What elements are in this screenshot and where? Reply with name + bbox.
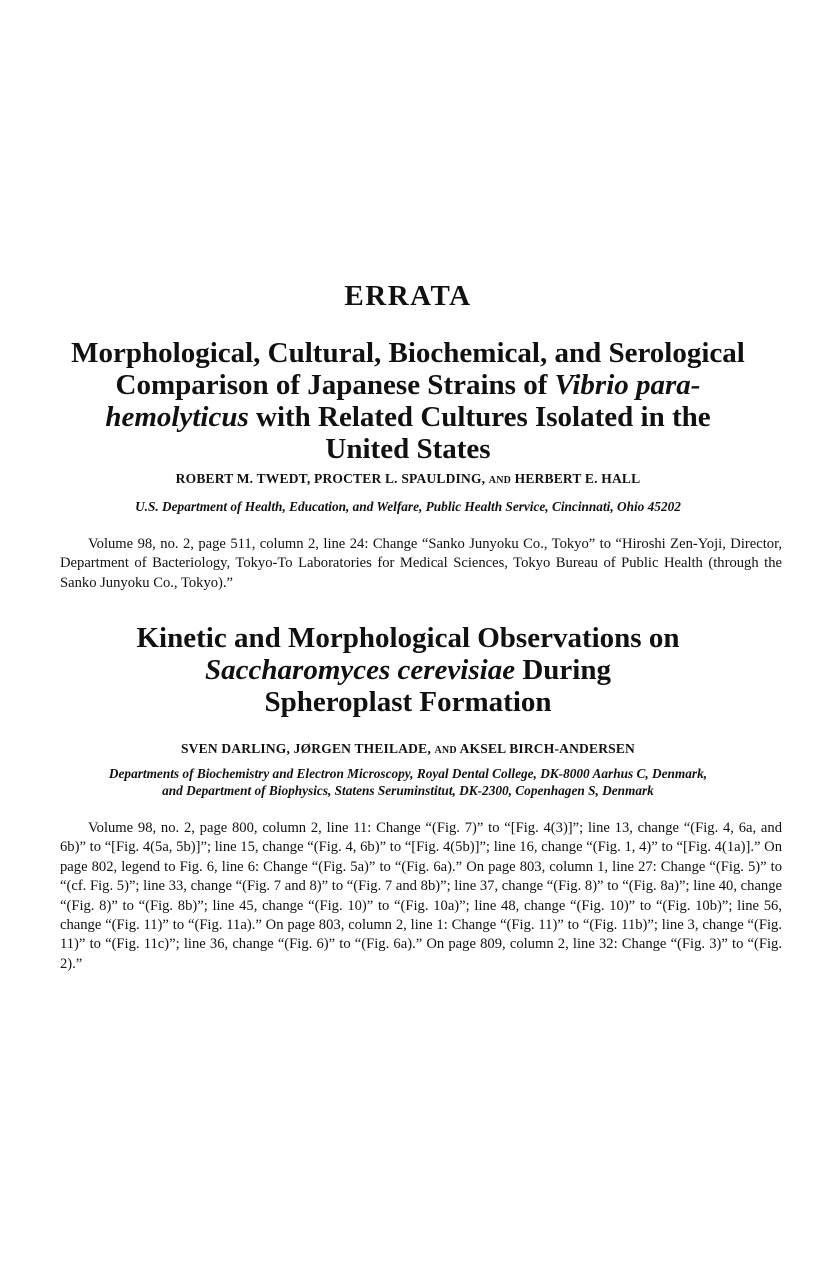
article-authors [0, 741, 816, 757]
errata-heading: ERRATA [344, 280, 472, 312]
article-affiliation [50, 765, 766, 799]
title-line: Comparison of Japanese Strains of Vibrio para- [115, 369, 701, 401]
article-title [40, 622, 776, 718]
authors-names: SVEN DARLING, JØRGEN THEILADE, [180, 741, 431, 756]
title-line: Morphological, Cultural, Biochemical, and Serological [71, 337, 745, 369]
title-line: hemolyticus with Related Cultures Isolated in the [105, 401, 711, 433]
authors-and: AND [488, 475, 512, 486]
article-authors [0, 471, 816, 487]
title-line: Kinetic and Morphological Observations on [136, 622, 680, 654]
article-correction-text: Volume 98, no. 2, page 800, column 2, line 11: Change “(Fig. 7)” to “[Fig. 4(3)]”; line 13, change “(Fig. 4, 6a, and 6b)” to “[Fig. 4(5a, 5b)]”; line 15, change “(Fig. 4, 6b)” to “[Fig. 4(5b)]”; line 16, change “(Fig. 1, 4)” to “[Fig. 4(1a)].” On page 802, legend to Fig. 6, line 6: Change “(Fig. 5a)” to “(Fig. 6a).” On page 803, column 1, line 27: Change “(Fig. 5)” to “(cf. Fig. 5)”; line 33, change “(Fig. 7 and 8)” to “(Fig. 7 and 8b)”; line 37, change “(Fig. 8)” to “(Fig. 8a)”; line 40, change “(Fig. 8)” to “(Fig. 8b)”; line 45, change “(Fig. 10)” to “(Fig. 10a)”; line 48, change “(Fig. 10)” to “(Fig. 10b)”; line 56, change “(Fig. 11)” to “(Fig. 11a).” On page 803, column 2, line 1: Change “(Fig. 11)” to “(Fig. 11b)”; line 3, change “(Fig. 11)” to “(Fig. 11c)”; line 36, change “(Fig. 6)” to “(Fig. 6a).” On page 809, column 2, line 32: Change “(Fig. 3)” to “(Fig. 2).” [60, 820, 782, 972]
affiliation-line: Departments of Biochemistry and Electron Microscopy, Royal Dental College, DK-8000 Aarhus C, Denmark, [108, 766, 708, 781]
article-correction-text: Volume 98, no. 2, page 511, column 2, line 24: Change “Sanko Junyoku Co., Tokyo” to “Hiroshi Zen-Yoji, Director, Department of Bacteriology, Tokyo-To Laboratories for Medical Sciences, Tokyo Bureau of Public Health (through the Sanko Junyoku Co., Tokyo).” [60, 536, 782, 591]
article-affiliation [50, 498, 766, 515]
authors-names: ROBERT M. TWEDT, PROCTER L. SPAULDING, [175, 471, 486, 486]
authors-names: HERBERT E. HALL [514, 471, 641, 486]
affiliation-line: U.S. Department of Health, Education, and Welfare, Public Health Service, Cincinnati, Ohio 45202 [135, 499, 681, 514]
title-line: Spheroplast Formation [264, 686, 552, 718]
authors-names: AKSEL BIRCH-ANDERSEN [459, 741, 636, 756]
authors-and: AND [434, 745, 457, 756]
article-title [40, 337, 776, 465]
affiliation-line: and Department of Biophysics, Statens Seruminstitut, DK-2300, Copenhagen S, Denmark [162, 783, 654, 798]
title-line: United States [325, 433, 491, 465]
title-line: Saccharomyces cerevisiae During [205, 654, 611, 686]
